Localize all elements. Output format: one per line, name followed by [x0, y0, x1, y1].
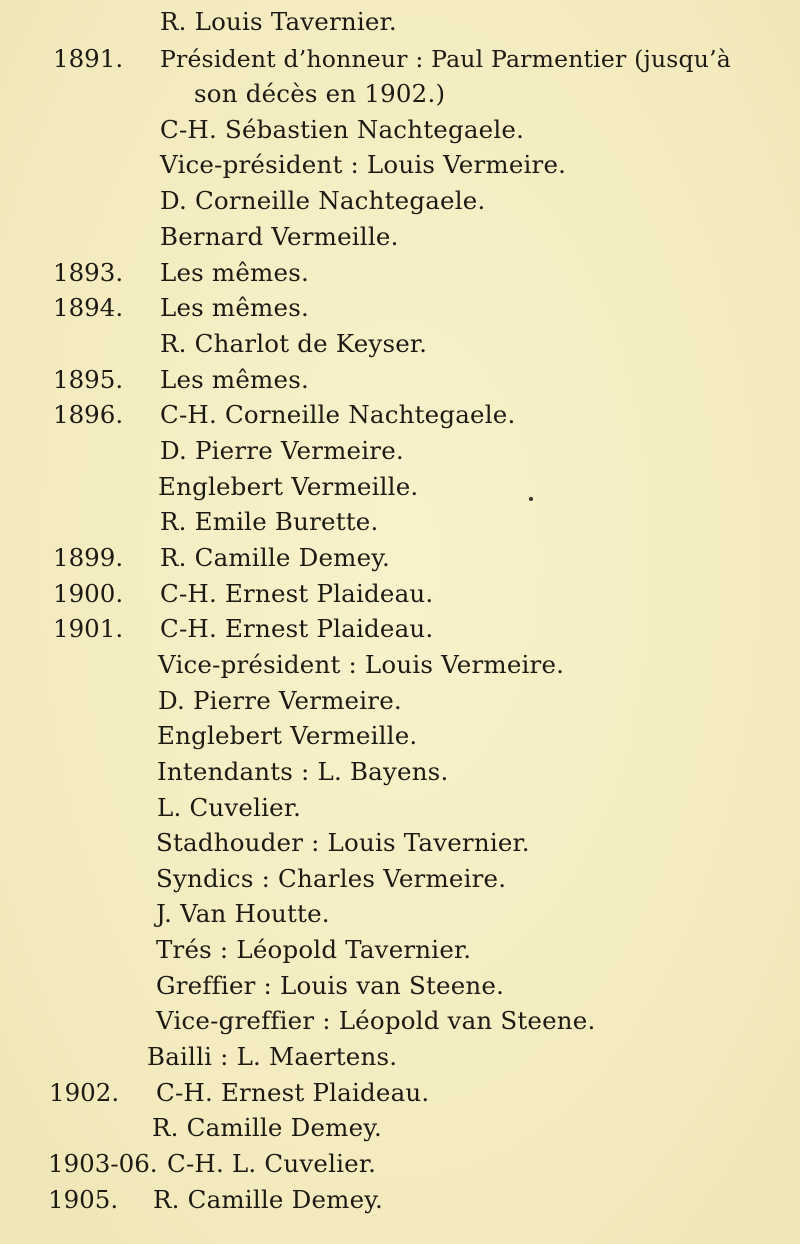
entry-text: C-H. Corneille Nachtegaele.: [160, 400, 516, 429]
list-item: [0, 790, 800, 826]
entry-text: Bailli : L. Maertens.: [147, 1042, 398, 1071]
list-item: [0, 469, 800, 505]
list-item: [0, 968, 800, 1004]
entry-text: C-H. Sébastien Nachtegaele.: [160, 115, 525, 144]
entry-text: Président d’honneur : Paul Parmentier (jusqu’à: [160, 45, 732, 73]
entry-text: J. Van Houtte.: [156, 899, 330, 928]
entry-year: 1899.: [53, 543, 124, 572]
entry-year: 1893.: [53, 258, 124, 287]
entry-text: Bernard Vermeille.: [160, 222, 399, 251]
list-item: [0, 219, 800, 255]
entry-text: Les mêmes.: [160, 258, 309, 287]
entry-text: R. Emile Burette.: [160, 507, 379, 536]
list-item: [0, 540, 800, 576]
entry-text: C-H. Ernest Plaideau.: [160, 579, 434, 608]
list-item: [0, 718, 800, 754]
list-item: [0, 326, 800, 362]
list-item: [0, 504, 800, 540]
list-item: [0, 861, 800, 897]
list-item: [0, 647, 800, 683]
entry-text: Syndics : Charles Vermeire.: [156, 864, 507, 893]
entry-text: Englebert Vermeille.: [158, 472, 419, 501]
list-item: [0, 1146, 800, 1182]
entry-year: 1894.: [53, 293, 124, 322]
list-item: [0, 433, 800, 469]
list-item: [0, 1075, 800, 1111]
entry-text: D. Corneille Nachtegaele.: [160, 186, 486, 215]
entry-text: Intendants : L. Bayens.: [157, 757, 449, 786]
list-item: [0, 1110, 800, 1146]
entry-text: C-H. Ernest Plaideau.: [160, 614, 434, 643]
list-item: [0, 290, 800, 326]
list-item: [0, 1003, 800, 1039]
list-item: [0, 255, 800, 291]
entry-year: 1895.: [53, 365, 124, 394]
entry-text: R. Camille Demey.: [153, 1185, 384, 1214]
entry-text: Englebert Vermeille.: [157, 721, 418, 750]
list-item: [0, 112, 800, 148]
entry-text: Vice-greffier : Léopold van Steene.: [156, 1006, 596, 1035]
list-item: [0, 41, 800, 77]
list-item: [0, 1039, 800, 1075]
entry-text: Les mêmes.: [160, 293, 309, 322]
ink-speck: [529, 497, 533, 501]
entry-text: Stadhouder : Louis Tavernier.: [156, 828, 530, 857]
entry-year: 1901.: [53, 614, 124, 643]
list-item: [0, 754, 800, 790]
list-item: [0, 76, 800, 112]
entry-text: C-H. Ernest Plaideau.: [156, 1078, 430, 1107]
entry-year: 1902.: [49, 1078, 120, 1107]
list-item: [0, 1182, 800, 1218]
entry-year: 1903-06.: [48, 1149, 158, 1178]
list-item: [0, 397, 800, 433]
list-item: [0, 147, 800, 183]
entry-text: R. Camille Demey.: [160, 543, 391, 572]
list-item: [0, 896, 800, 932]
entry-text: son décès en 1902.): [194, 79, 446, 108]
entry-year: 1891.: [53, 44, 124, 73]
entry-text: R. Charlot de Keyser.: [160, 329, 428, 358]
entry-text: Vice-président : Louis Vermeire.: [158, 650, 565, 679]
list-item: [0, 683, 800, 719]
entry-text: Les mêmes.: [160, 365, 309, 394]
entry-text: Vice-président : Louis Vermeire.: [160, 150, 567, 179]
list-item: [0, 825, 800, 861]
entry-text: R. Camille Demey.: [152, 1113, 383, 1142]
list-item: [0, 4, 800, 40]
entry-text: C-H. L. Cuvelier.: [167, 1149, 377, 1178]
entry-text: R. Louis Tavernier.: [160, 7, 397, 36]
entry-text: D. Pierre Vermeire.: [160, 436, 404, 465]
list-item: [0, 183, 800, 219]
list-item: [0, 932, 800, 968]
entry-year: 1905.: [48, 1185, 119, 1214]
list-item: [0, 576, 800, 612]
entry-text: Greffier : Louis van Steene.: [156, 971, 505, 1000]
list-item: [0, 362, 800, 398]
entry-text: Trés : Léopold Tavernier.: [156, 935, 472, 964]
entry-text: L. Cuvelier.: [157, 793, 302, 822]
entry-year: 1900.: [53, 579, 124, 608]
entry-text: D. Pierre Vermeire.: [158, 686, 402, 715]
list-item: [0, 611, 800, 647]
entry-year: 1896.: [53, 400, 124, 429]
